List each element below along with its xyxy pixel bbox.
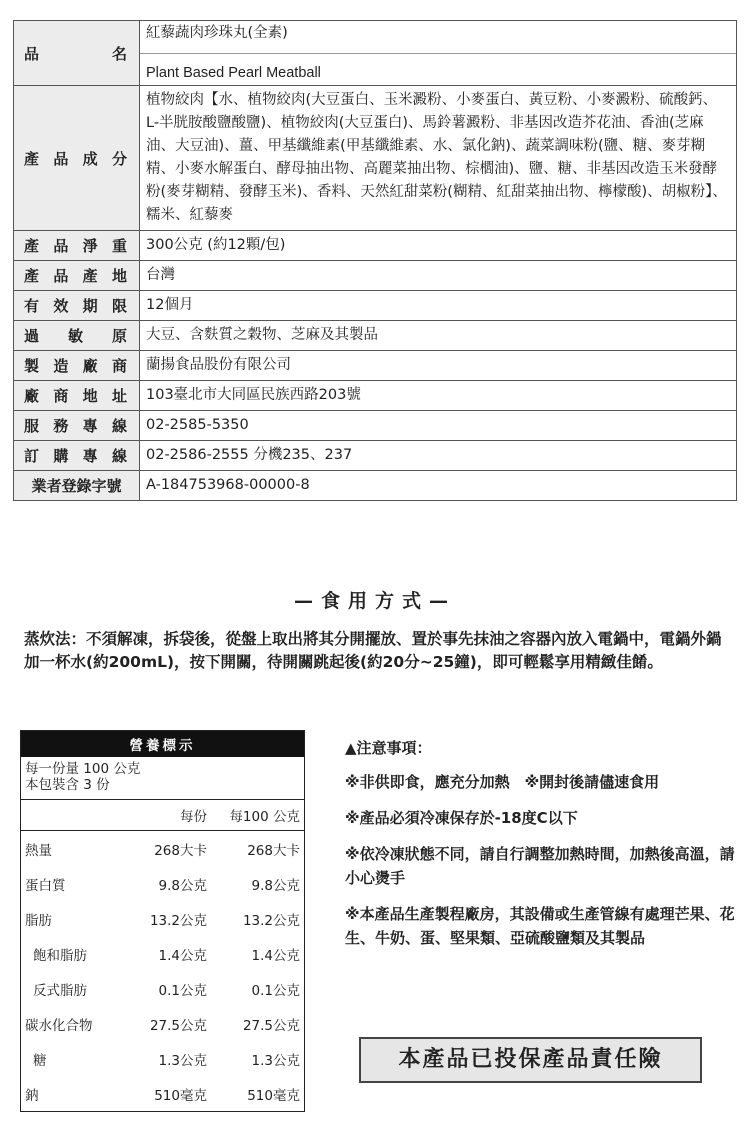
spec-label: 廠商地址 (14, 381, 140, 411)
spec-value: A-184753968-00000-8 (140, 471, 737, 501)
spec-row-order-line (14, 441, 737, 471)
nutrition-row: 反式脂肪 0.1公克 0.1公克 (33, 982, 300, 999)
product-name-zh: 紅藜蔬肉珍珠丸(全素) (140, 18, 736, 54)
nutrition-row: 熱量 268大卡 268大卡 (25, 842, 300, 859)
serving-info (21, 757, 304, 800)
spec-label: 業者登錄字號 (14, 471, 140, 501)
note-item: ※產品必須冷凍保存於-18度C以下 (345, 809, 578, 827)
spec-row-allergen (14, 321, 737, 351)
nutrition-row: 鈉 510毫克 510毫克 (25, 1087, 300, 1104)
nutrition-row: 飽和脂肪 1.4公克 1.4公克 (33, 947, 300, 964)
notes-section (345, 736, 735, 962)
spec-row-shelf-life (14, 291, 737, 321)
spec-value: 大豆、含麩質之穀物、芝麻及其製品 (140, 321, 737, 351)
note-item: ※依冷凍狀態不同，請自行調整加熱時間，加熱後高溫，請小心燙手 (345, 845, 735, 887)
spec-label: 有效期限 (14, 291, 140, 321)
spec-label: 產品成分 (14, 86, 140, 231)
spec-label: 服務專線 (14, 411, 140, 441)
spec-row-manufacturer (14, 351, 737, 381)
usage-instructions: 蒸炊法：不須解凍，拆袋後，從盤上取出將其分開擺放、置於事先抹油之容器內放入電鍋中，電鍋外鍋加一杯水(約200mL)，按下開關，待開關跳起後(約20分~25鐘)，即可輕鬆享用精緻佳餚。 (24, 630, 722, 671)
nutrition-row: 蛋白質 9.8公克 9.8公克 (25, 877, 300, 894)
spec-value: 103臺北市大同區民族西路203號 (140, 381, 737, 411)
spec-value: 植物絞肉【水、植物絞肉(大豆蛋白、玉米澱粉、小麥蛋白、黃豆粉、小麥澱粉、硫酸鈣、L-半胱胺酸鹽酸鹽)、植物絞肉(大豆蛋白)、馬鈴薯澱粉、非基因改造芥花油、香油(芝麻油、大豆油)、薑、甲基纖維素(甲基纖維素、水、氯化鈉)、蔬菜調味粉(鹽、糖、麥芽糊精、小麥水解蛋白、酵母抽出物、高麗菜抽出物、棕櫚油)、鹽、糖、非基因改造玉米發酵粉(麥芽糊精、發酵玉米)、香料、天然紅甜菜粉(糊精、紅甜菜抽出物、檸檬酸)、胡椒粉】、糯米、紅藜麥 (140, 86, 737, 231)
spec-value: 02-2586-2555 分機235、237 (140, 441, 737, 471)
spec-label: 過敏原 (14, 321, 140, 351)
spec-label: 製造廠商 (14, 351, 140, 381)
note-item: ※非供即食，應充分加熱 ※開封後請儘速食用 (345, 773, 660, 791)
spec-label: 品 名 (14, 21, 140, 86)
spec-value: 台灣 (140, 261, 737, 291)
servings-per-package: 本包裝含 3 份 (25, 777, 110, 793)
col-per-serving: 每份 (135, 800, 211, 831)
nutrition-header-row (21, 800, 304, 831)
spec-label: 產品淨重 (14, 231, 140, 261)
spec-value: 蘭揚食品股份有限公司 (140, 351, 737, 381)
spec-row-ingredients (14, 86, 737, 231)
serving-size: 每一份量 100 公克 (25, 761, 141, 777)
spec-value: 300公克 (約12顆/包) (140, 231, 737, 261)
nutrition-title: 營養標示 (21, 731, 304, 757)
nutrition-table (21, 800, 304, 1111)
spec-row-address (14, 381, 737, 411)
col-per-100g: 每100 公克 (211, 800, 304, 831)
nutrition-row: 碳水化合物 27.5公克 27.5公克 (25, 1017, 300, 1034)
spec-row-registration (14, 471, 737, 501)
note-item: ※本產品生產製程廠房，其設備或生產管線有處理芒果、花生、牛奶、蛋、堅果類、亞硫酸鹽類及其製品 (345, 905, 735, 947)
nutrition-row: 糖 1.3公克 1.3公克 (33, 1052, 300, 1069)
spec-row-service-line (14, 411, 737, 441)
spec-row-weight (14, 231, 737, 261)
notes-title: ▲注意事項： (345, 739, 432, 757)
spec-value: 12個月 (140, 291, 737, 321)
spec-row-origin (14, 261, 737, 291)
product-name-en: Plant Based Pearl Meatball (146, 65, 321, 81)
insurance-badge: 本產品已投保產品責任險 (359, 1037, 702, 1083)
usage-heading: —食用方式— (293, 590, 456, 612)
nutrition-facts-panel (20, 730, 305, 1112)
nutrition-row: 脂肪 13.2公克 13.2公克 (25, 912, 300, 929)
spec-label: 產品產地 (14, 261, 140, 291)
spec-row-name (14, 21, 737, 86)
product-spec-table (13, 20, 737, 501)
spec-label: 訂購專線 (14, 441, 140, 471)
spec-value: 02-2585-5350 (140, 411, 737, 441)
